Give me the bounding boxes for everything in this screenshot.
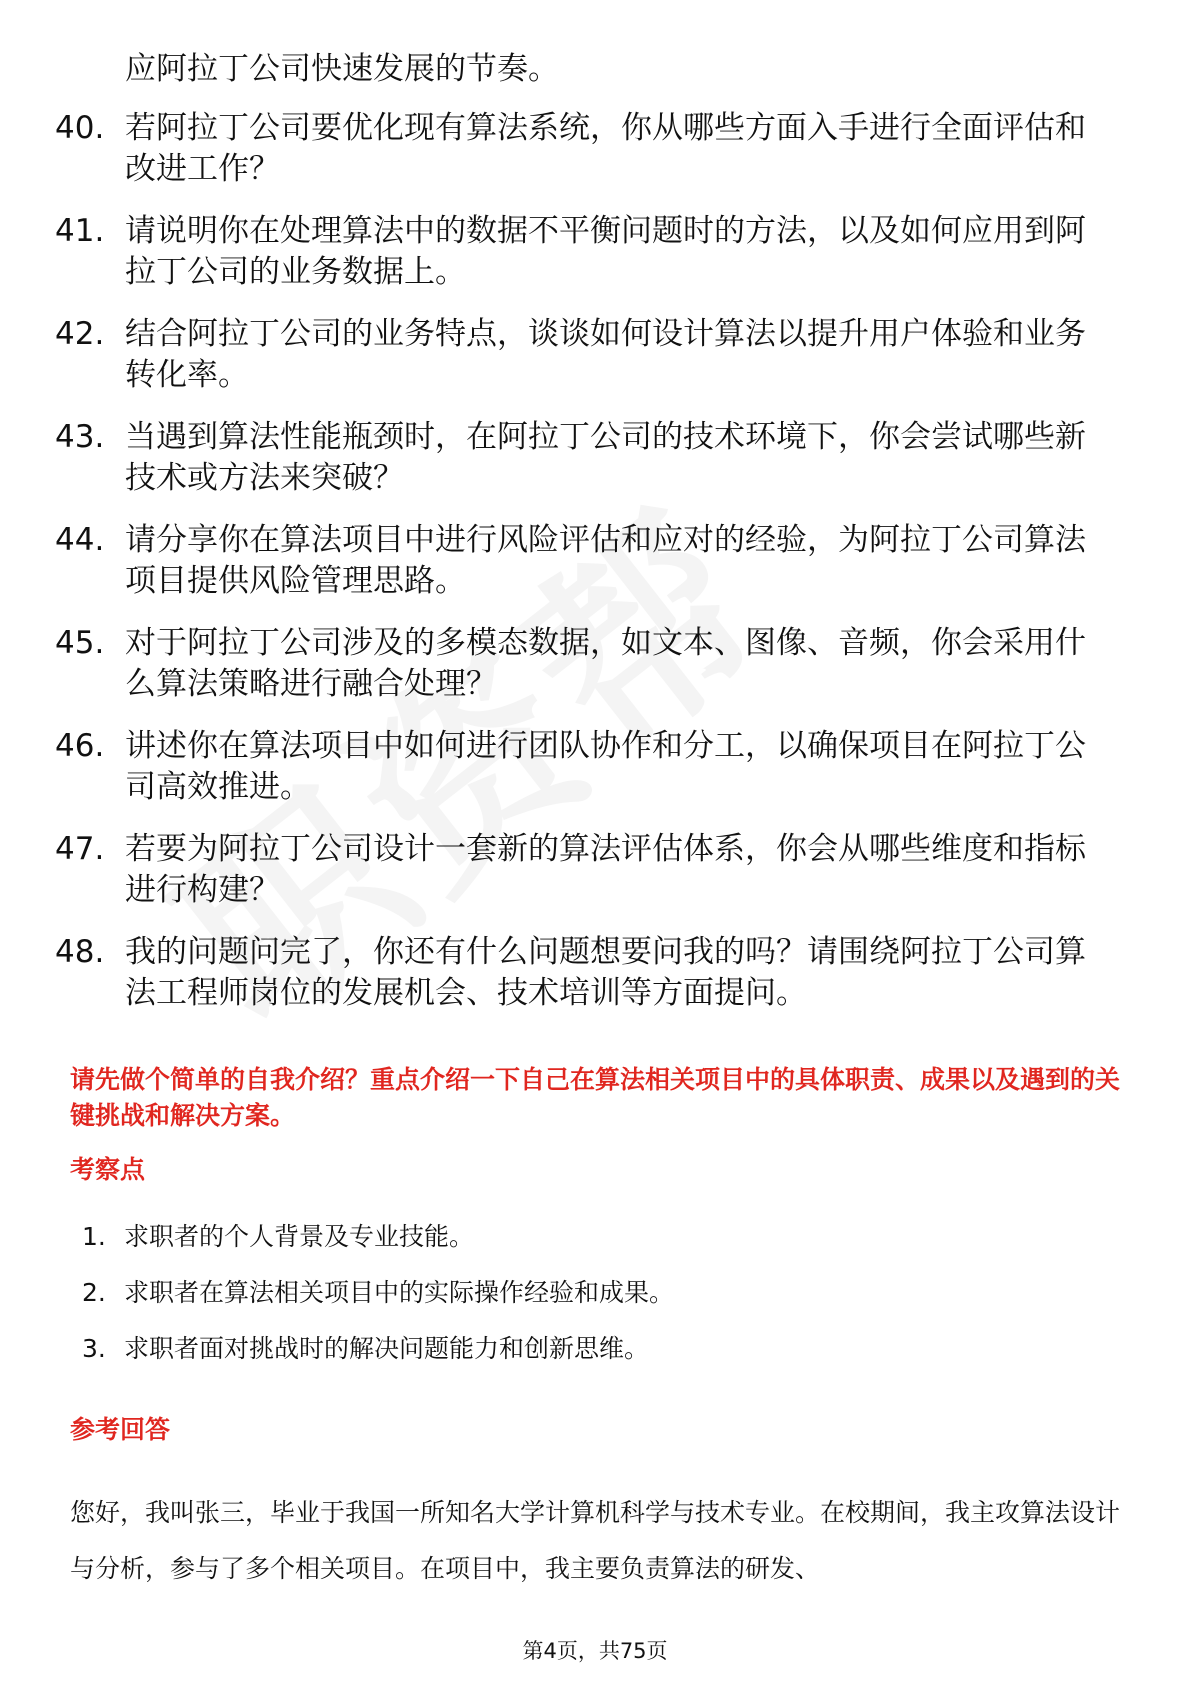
question-number: 45. bbox=[55, 625, 105, 661]
question-number: 48. bbox=[55, 934, 105, 970]
question-text: 对于阿拉丁公司涉及的多模态数据，如文本、图像、音频，你会采用什么算法策略进行融合处理？ bbox=[125, 625, 1086, 702]
key-point-number: 3. bbox=[82, 1334, 106, 1363]
key-point-item bbox=[82, 1220, 674, 1254]
key-point-item bbox=[82, 1276, 674, 1310]
question-number: 40. bbox=[55, 110, 105, 146]
question-item bbox=[55, 932, 1115, 1014]
question-text: 结合阿拉丁公司的业务特点，谈谈如何设计算法以提升用户体验和业务转化率。 bbox=[125, 316, 1086, 393]
question-item bbox=[55, 211, 1115, 293]
question-item bbox=[55, 623, 1115, 705]
question-item bbox=[55, 314, 1115, 396]
key-point-text: 求职者的个人背景及专业技能。 bbox=[124, 1222, 475, 1251]
question-number: 47. bbox=[55, 831, 105, 867]
question-text: 我的问题问完了，你还有什么问题想要问我的吗？请围绕阿拉丁公司算法工程师岗位的发展机会、技术培训等方面提问。 bbox=[125, 934, 1086, 1011]
question-text: 请说明你在处理算法中的数据不平衡问题时的方法，以及如何应用到阿拉丁公司的业务数据上。 bbox=[125, 213, 1086, 290]
question-item bbox=[55, 108, 1115, 190]
key-point-text: 求职者在算法相关项目中的实际操作经验和成果。 bbox=[124, 1278, 675, 1307]
question-item bbox=[55, 829, 1115, 911]
key-point-item bbox=[82, 1332, 674, 1366]
question-text: 若阿拉丁公司要优化现有算法系统，你从哪些方面入手进行全面评估和改进工作？ bbox=[125, 110, 1086, 187]
question-text: 当遇到算法性能瓶颈时，在阿拉丁公司的技术环境下，你会尝试哪些新技术或方法来突破？ bbox=[125, 419, 1086, 496]
key-point-text: 求职者面对挑战时的解决问题能力和创新思维。 bbox=[124, 1334, 650, 1363]
question-item bbox=[55, 520, 1115, 602]
question-item bbox=[55, 417, 1115, 499]
question-number: 43. bbox=[55, 419, 105, 455]
reference-answer-heading: 参考回答 bbox=[70, 1415, 171, 1444]
key-points-list bbox=[82, 1220, 674, 1388]
question-continuation: 应阿拉丁公司快速发展的节奏。 bbox=[125, 51, 559, 87]
question-number: 46. bbox=[55, 728, 105, 764]
featured-question: 请先做个简单的自我介绍？重点介绍一下自己在算法相关项目中的具体职责、成果以及遇到的关键挑战和解决方案。 bbox=[70, 1065, 1121, 1130]
question-text: 请分享你在算法项目中进行风险评估和应对的经验，为阿拉丁公司算法项目提供风险管理思路。 bbox=[125, 522, 1086, 599]
question-item bbox=[55, 726, 1115, 808]
question-number: 42. bbox=[55, 316, 105, 352]
question-text: 讲述你在算法项目中如何进行团队协作和分工，以确保项目在阿拉丁公司高效推进。 bbox=[125, 728, 1086, 805]
key-point-number: 1. bbox=[82, 1222, 106, 1251]
reference-answer-text: 您好，我叫张三，毕业于我国一所知名大学计算机科学与技术专业。在校期间，我主攻算法设计与分析，参与了多个相关项目。在项目中，我主要负责算法的研发、 bbox=[70, 1498, 1121, 1583]
question-text: 若要为阿拉丁公司设计一套新的算法评估体系，你会从哪些维度和指标进行构建？ bbox=[125, 831, 1086, 908]
key-point-number: 2. bbox=[82, 1278, 106, 1307]
question-list bbox=[55, 108, 1115, 1035]
question-number: 41. bbox=[55, 213, 105, 249]
page-footer: 第4页，共75页 bbox=[522, 1639, 668, 1663]
key-points-heading: 考察点 bbox=[70, 1155, 146, 1184]
question-number: 44. bbox=[55, 522, 105, 558]
